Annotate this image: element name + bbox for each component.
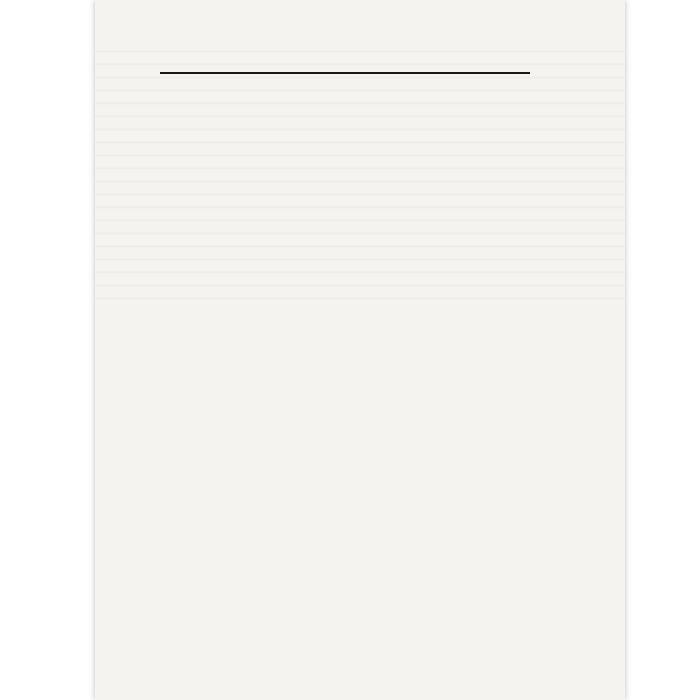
book-page [95,0,625,700]
table-of-contents [95,0,625,700]
